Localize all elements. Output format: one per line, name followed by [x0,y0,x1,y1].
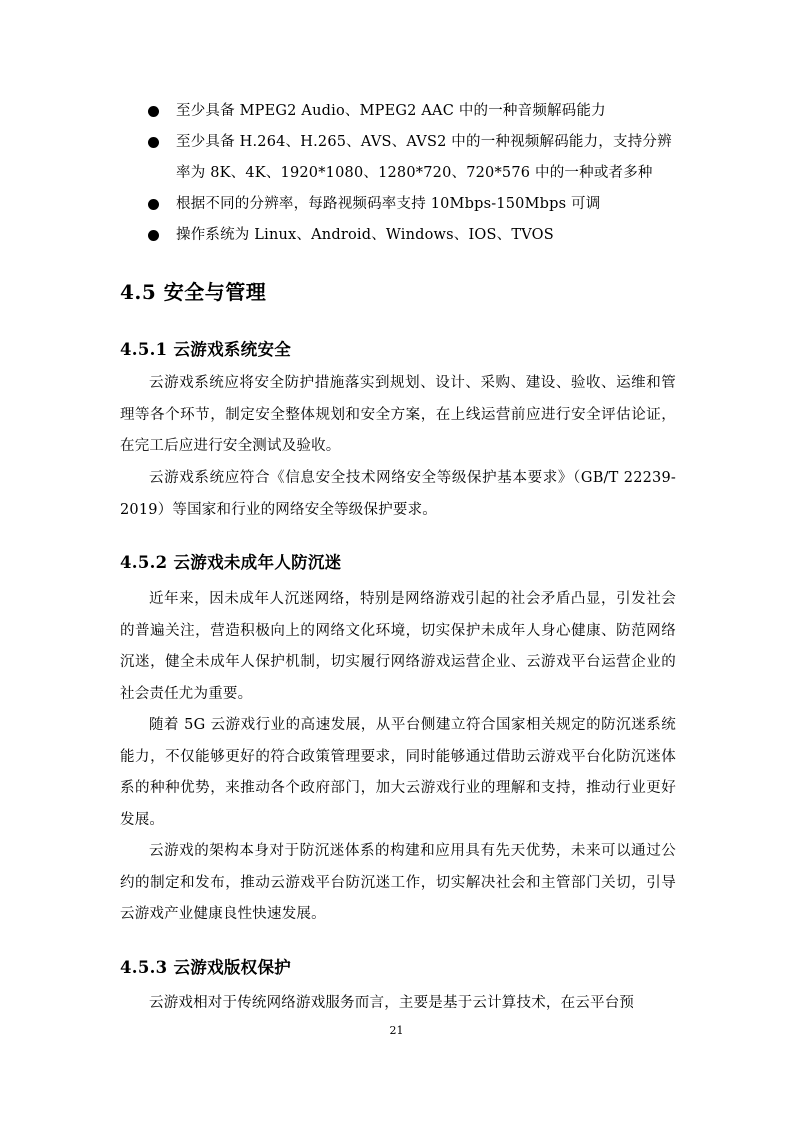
subsection-heading-copyright: 4.5.3 云游戏版权保护 [120,958,292,977]
list-item [148,127,678,189]
bullet-icon [148,137,159,148]
paragraph: 随着 5G 云游戏行业的高速发展，从平台侧建立符合国家相关规定的防沉迷系统能力，不仅能够更好的符合政策管理要求，同时能够通过借助云游戏平台化防沉迷体系的种种优势，来推动各个政府部门，加大云游戏行业的理解和支持，推动行业更好发展。 [120,717,676,828]
paragraph: 云游戏的架构本身对于防沉迷体系的构建和应用具有先天优势，未来可以通过公约的制定和发布，推动云游戏平台防沉迷工作，切实解决社会和主管部门关切，引导云游戏产业健康良性快速发展。 [120,843,676,922]
subsection-heading-anti-addiction: 4.5.2 云游戏未成年人防沉迷 [120,553,342,572]
bullet-icon [148,199,159,210]
list-item [148,96,678,127]
list-item-text: 至少具备 MPEG2 Audio、MPEG2 AAC 中的一种音频解码能力 [176,103,606,119]
paragraph: 云游戏系统应将安全防护措施落实到规划、设计、采购、建设、验收、运维和管理等各个环节，制定安全整体规划和安全方案，在上线运营前应进行安全评估论证，在完工后应进行安全测试及验收。 [120,375,676,454]
subsection-heading-system-security: 4.5.1 云游戏系统安全 [120,340,292,359]
list-item-text: 至少具备 H.264、H.265、AVS、AVS2 中的一种视频解码能力，支持分辨率为 8K、4K、1920*1080、1280*720、720*576 中的一种或者多种 [176,134,672,181]
list-item-text: 根据不同的分辨率，每路视频码率支持 10Mbps-150Mbps 可调 [176,196,601,212]
bullet-icon [148,106,159,117]
bullet-icon [148,230,159,241]
list-item [148,189,678,220]
page-number: 21 [389,1024,404,1037]
paragraph: 云游戏系统应符合《信息安全技术网络安全等级保护基本要求》（GB/T 22239-2019）等国家和行业的网络安全等级保护要求。 [120,470,676,518]
list-item [148,220,678,251]
decoding-capability-list [148,96,678,251]
paragraph: 云游戏相对于传统网络游戏服务而言，主要是基于云计算技术，在云平台预 [149,995,635,1011]
section-heading: 4.5 安全与管理 [120,280,267,304]
paragraph: 近年来，因未成年人沉迷网络，特别是网络游戏引起的社会矛盾凸显，引发社会的普遍关注，营造积极向上的网络文化环境，切实保护未成年人身心健康、防范网络沉迷，健全未成年人保护机制，切实履行网络游戏运营企业、云游戏平台运营企业的社会责任尤为重要。 [120,591,676,702]
list-item-text: 操作系统为 Linux、Android、Windows、IOS、TVOS [176,227,554,243]
